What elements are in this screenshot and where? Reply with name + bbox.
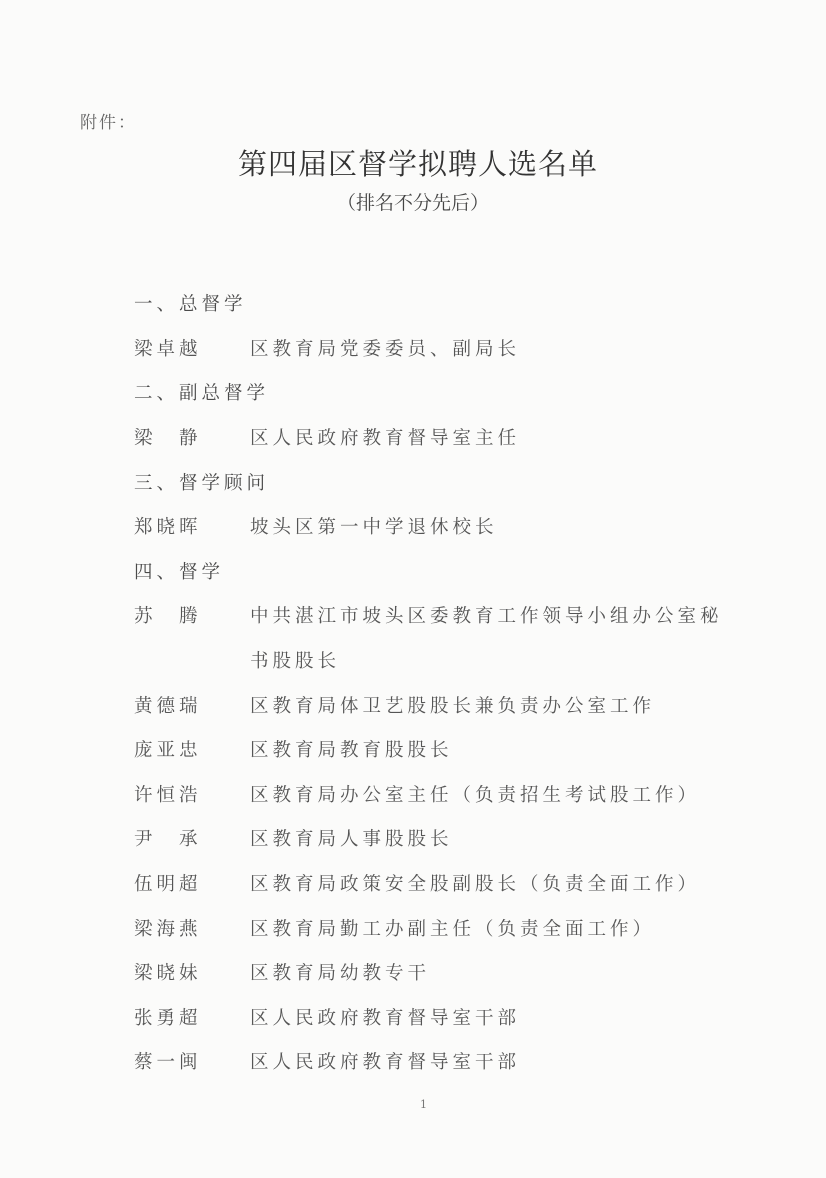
member-position: 区教育局政策安全股副股长（负责全面工作） [250, 874, 701, 896]
attachment-label: 附件： [80, 113, 137, 133]
member-position: 中共湛江市坡头区委教育工作领导小组办公室秘 [250, 606, 723, 628]
member-position: 区教育局教育股股长 [250, 740, 453, 762]
member-name: 梁卓越 [134, 338, 202, 360]
candidate-list [134, 281, 774, 1128]
list-item-continuation [134, 638, 774, 683]
member-position: 坡头区第一中学退休校长 [250, 517, 498, 539]
list-item [134, 727, 774, 772]
member-name: 梁晓妹 [134, 963, 202, 985]
member-name: 许恒浩 [134, 784, 202, 806]
list-item [134, 593, 774, 638]
list-item [134, 326, 774, 371]
member-name: 蔡一闽 [134, 1052, 202, 1074]
member-position: 区教育局勤工办副主任（负责全面工作） [250, 918, 656, 940]
member-name: 尹 承 [134, 829, 202, 851]
list-item [134, 816, 774, 861]
list-item [134, 1084, 774, 1129]
list-item [134, 1039, 774, 1084]
member-name: 梁 静 [134, 428, 202, 450]
member-name: 梁海燕 [134, 918, 202, 940]
member-position: 区人民政府教育督导室干部 [250, 1052, 521, 1074]
section-heading: 三、督学顾问 [134, 472, 270, 494]
member-position: 区教育局体卫艺股股长兼负责办公室工作 [250, 695, 656, 717]
member-position: 区人民政府教育督导室干部 [250, 1007, 521, 1029]
list-item [134, 995, 774, 1040]
member-position-continued: 书股股长 [250, 651, 341, 673]
section-heading: 四、督学 [134, 561, 225, 583]
list-item [134, 415, 774, 460]
list-item [134, 504, 774, 549]
document-subtitle: （排名不分先后） [336, 192, 489, 214]
member-position: 区教育局幼教专干 [250, 963, 431, 985]
list-item [134, 861, 774, 906]
member-position: 区教育局人事股股长 [250, 829, 453, 851]
list-item [134, 905, 774, 950]
member-name: 张勇超 [134, 1007, 202, 1029]
member-name: 苏 腾 [134, 606, 202, 628]
page-number: 1 [420, 1098, 427, 1111]
member-position: 区教育局党委委员、副局长 [250, 338, 521, 360]
list-item [134, 950, 774, 995]
list-item [134, 682, 774, 727]
section-heading: 一、总督学 [134, 294, 247, 316]
member-name: 黄德瑞 [134, 695, 202, 717]
member-name: 郑晓晖 [134, 517, 202, 539]
member-name: 伍明超 [134, 874, 202, 896]
member-position: 区教育局办公室主任（负责招生考试股工作） [250, 784, 701, 806]
document-title: 第四届区督学拟聘人选名单 [237, 147, 598, 181]
list-item [134, 772, 774, 817]
section-heading: 二、副总督学 [134, 383, 270, 405]
member-position: 区人民政府教育督导室主任 [250, 428, 521, 450]
member-name: 庞亚忠 [134, 740, 202, 762]
